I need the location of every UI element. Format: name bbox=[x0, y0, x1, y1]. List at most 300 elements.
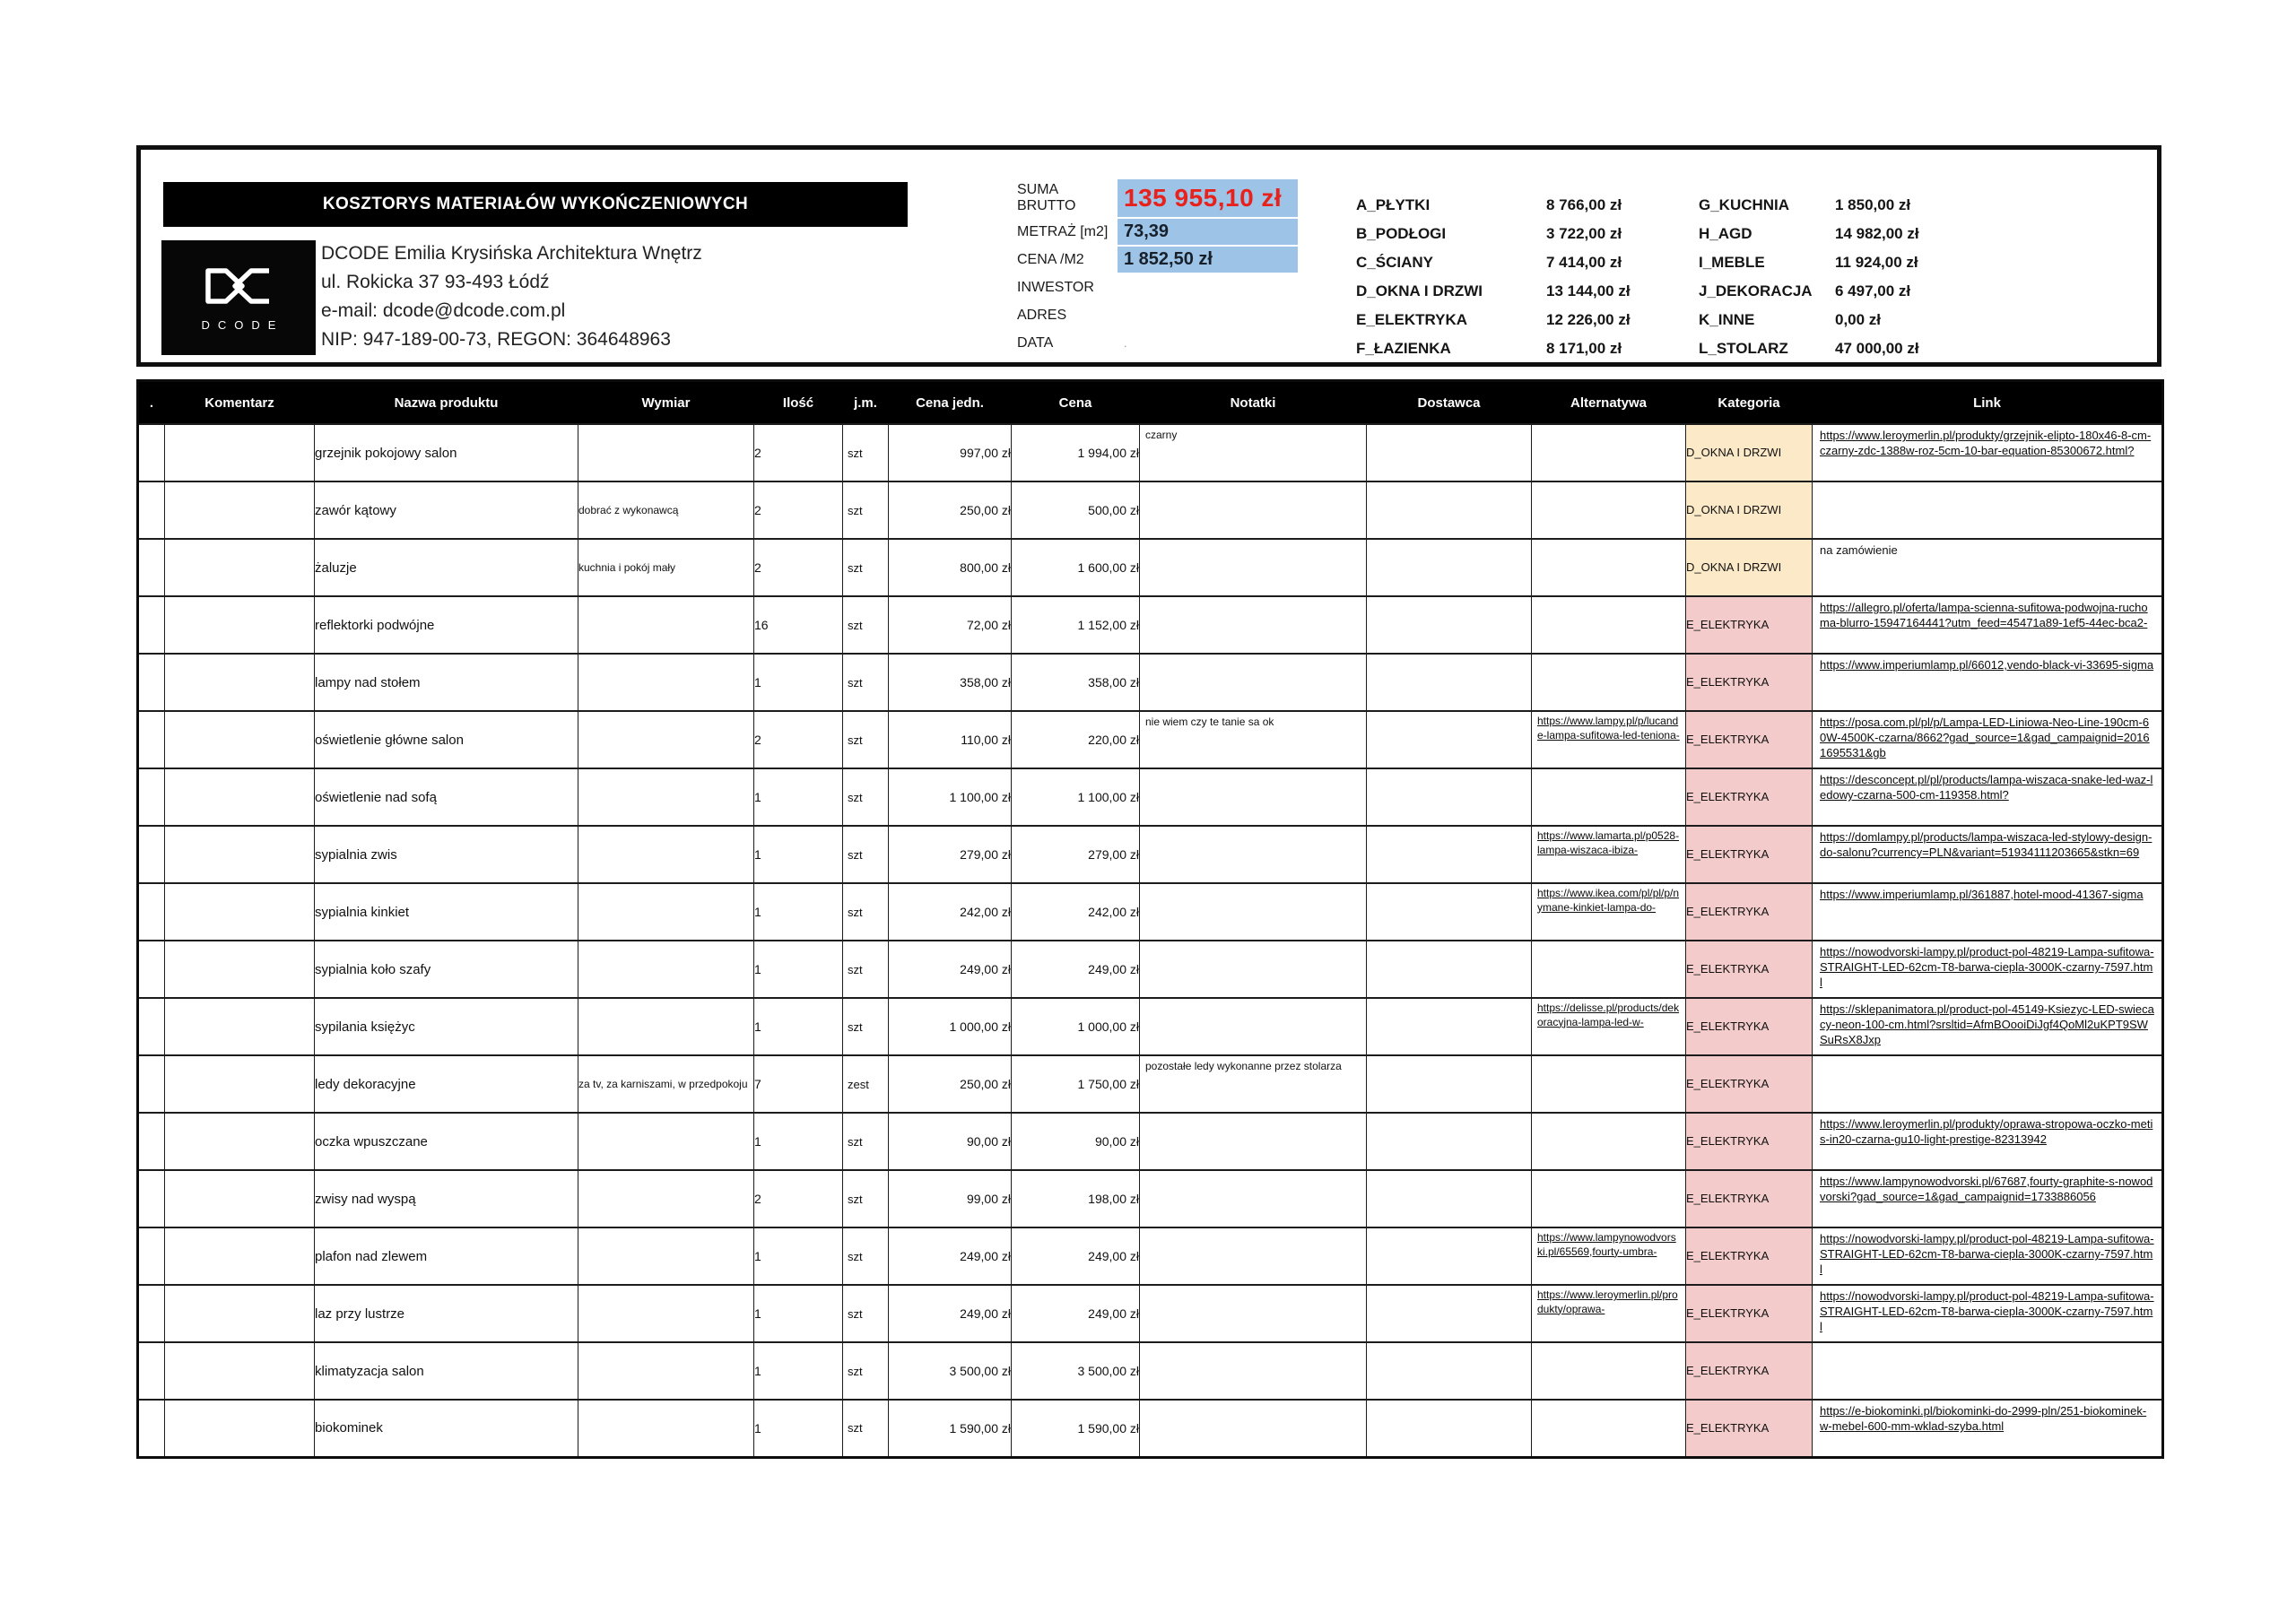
product-link[interactable]: https://nowodvorski-lampy.pl/product-pol-48219-Lampa-sufitowa-STRAIGHT-LED-62cm-T8-barwa-ciepla-3000K-czarny-7597.html bbox=[1820, 1289, 2154, 1334]
product-link[interactable]: https://sklepanimatora.pl/product-pol-45149-Ksiezyc-LED-swiecacy-neon-100-cm.html?srsltid=AfmBOooiDiJgf4QoMl2uKPT9SWSuRsX8Jxp bbox=[1820, 1002, 2154, 1047]
alternatywa-link[interactable]: https://www.leroymerlin.pl/produkty/oprawa- bbox=[1537, 1288, 1678, 1315]
cell-index bbox=[138, 941, 165, 998]
table-row bbox=[138, 424, 2163, 481]
cell-jm: szt bbox=[843, 941, 889, 998]
cell-cena: 279,00 zł bbox=[1012, 826, 1140, 883]
cell-wymiar bbox=[578, 1285, 754, 1342]
cell-komentarz bbox=[165, 1227, 315, 1285]
cell-cena-jedn: 249,00 zł bbox=[889, 1285, 1012, 1342]
cell-kategoria: E_ELEKTRYKA bbox=[1686, 654, 1813, 711]
cell-jm: szt bbox=[843, 596, 889, 654]
cell-komentarz bbox=[165, 1055, 315, 1113]
table-header-row bbox=[138, 381, 2163, 425]
cell-alternatywa bbox=[1532, 941, 1686, 998]
cell-ilosc: 2 bbox=[754, 424, 843, 481]
cell-jm: szt bbox=[843, 539, 889, 596]
category-value: 0,00 zł bbox=[1835, 311, 1882, 328]
column-header: Kategoria bbox=[1686, 381, 1813, 425]
summary-value: . bbox=[1124, 336, 1127, 350]
cell-cena-jedn: 110,00 zł bbox=[889, 711, 1012, 768]
column-header: Cena jedn. bbox=[889, 381, 1012, 425]
cell-cena: 1 590,00 zł bbox=[1012, 1400, 1140, 1457]
category-value: 6 497,00 zł bbox=[1835, 282, 1911, 299]
cell-komentarz bbox=[165, 424, 315, 481]
summary-label: SUMA BRUTTO bbox=[1017, 182, 1076, 213]
cell-index bbox=[138, 883, 165, 941]
cell-nazwa-produktu: oświetlenie nad sofą bbox=[315, 768, 578, 826]
cell-nazwa-produktu: oświetlenie główne salon bbox=[315, 711, 578, 768]
cell-nazwa-produktu: sypilania księżyc bbox=[315, 998, 578, 1055]
cell-jm: szt bbox=[843, 424, 889, 481]
cell-kategoria: E_ELEKTRYKA bbox=[1686, 1342, 1813, 1400]
cell-cena-jedn: 72,00 zł bbox=[889, 596, 1012, 654]
cell-nazwa-produktu: laz przy lustrze bbox=[315, 1285, 578, 1342]
product-link[interactable]: https://www.leroymerlin.pl/produkty/oprawa-stropowa-oczko-metis-in20-czarna-gu10-light-prestige-82313942 bbox=[1820, 1117, 2153, 1147]
category-label: F_ŁAZIENKA bbox=[1356, 340, 1451, 357]
cell-wymiar bbox=[578, 1342, 754, 1400]
cell-cena: 358,00 zł bbox=[1012, 654, 1140, 711]
cell-wymiar bbox=[578, 424, 754, 481]
cell-cena: 1 994,00 zł bbox=[1012, 424, 1140, 481]
cell-cena: 249,00 zł bbox=[1012, 1227, 1140, 1285]
cell-jm: szt bbox=[843, 826, 889, 883]
cell-cena-jedn: 242,00 zł bbox=[889, 883, 1012, 941]
cell-cena: 249,00 zł bbox=[1012, 941, 1140, 998]
cell-kategoria: D_OKNA I DRZWI bbox=[1686, 424, 1813, 481]
cell-komentarz bbox=[165, 826, 315, 883]
cell-notatki bbox=[1140, 1342, 1367, 1400]
column-header: Wymiar bbox=[578, 381, 754, 425]
cell-komentarz bbox=[165, 998, 315, 1055]
cell-kategoria: E_ELEKTRYKA bbox=[1686, 596, 1813, 654]
product-link[interactable]: https://e-biokominki.pl/biokominki-do-2999-pln/251-biokominek-w-mebel-600-mm-wklad-szyba.html bbox=[1820, 1404, 2147, 1434]
table-row bbox=[138, 1113, 2163, 1170]
cell-jm: szt bbox=[843, 1227, 889, 1285]
cell-ilosc: 1 bbox=[754, 1113, 843, 1170]
cell-index bbox=[138, 711, 165, 768]
cell-index bbox=[138, 1227, 165, 1285]
cell-ilosc: 1 bbox=[754, 1285, 843, 1342]
cell-ilosc: 1 bbox=[754, 826, 843, 883]
cell-link bbox=[1813, 1113, 2163, 1170]
alternatywa-link[interactable]: https://www.lampy.pl/p/lucande-lampa-sufitowa-led-teniona- bbox=[1537, 715, 1680, 742]
product-link[interactable]: https://nowodvorski-lampy.pl/product-pol-48219-Lampa-sufitowa-STRAIGHT-LED-62cm-T8-barwa-ciepla-3000K-czarny-7597.html bbox=[1820, 1232, 2154, 1277]
summary-value: 1 852,50 zł bbox=[1118, 247, 1298, 273]
cell-cena-jedn: 1 000,00 zł bbox=[889, 998, 1012, 1055]
category-totals bbox=[1356, 191, 1998, 363]
category-label: G_KUCHNIA bbox=[1699, 196, 1790, 213]
cell-ilosc: 1 bbox=[754, 941, 843, 998]
cell-kategoria: E_ELEKTRYKA bbox=[1686, 998, 1813, 1055]
cell-cena: 242,00 zł bbox=[1012, 883, 1140, 941]
cell-jm: szt bbox=[843, 654, 889, 711]
cell-link bbox=[1813, 539, 2163, 596]
cell-notatki bbox=[1140, 596, 1367, 654]
category-value: 3 722,00 zł bbox=[1546, 225, 1622, 242]
cell-jm: szt bbox=[843, 1285, 889, 1342]
cell-cena: 1 100,00 zł bbox=[1012, 768, 1140, 826]
cell-alternatywa bbox=[1532, 1113, 1686, 1170]
cell-alternatywa bbox=[1532, 481, 1686, 539]
cell-nazwa-produktu: plafon nad zlewem bbox=[315, 1227, 578, 1285]
cell-index bbox=[138, 424, 165, 481]
column-header: Cena bbox=[1012, 381, 1140, 425]
alternatywa-link[interactable]: https://delisse.pl/products/dekoracyjna-lampa-led-w- bbox=[1537, 1002, 1680, 1028]
cell-dostawca bbox=[1367, 711, 1532, 768]
cell-wymiar bbox=[578, 1400, 754, 1457]
cell-kategoria: E_ELEKTRYKA bbox=[1686, 1285, 1813, 1342]
cell-ilosc: 1 bbox=[754, 883, 843, 941]
cell-kategoria: E_ELEKTRYKA bbox=[1686, 941, 1813, 998]
cell-jm: szt bbox=[843, 998, 889, 1055]
cell-alternatywa bbox=[1532, 596, 1686, 654]
cell-kategoria: E_ELEKTRYKA bbox=[1686, 883, 1813, 941]
cell-nazwa-produktu: grzejnik pokojowy salon bbox=[315, 424, 578, 481]
cell-notatki bbox=[1140, 941, 1367, 998]
product-link[interactable]: https://www.imperiumlamp.pl/361887,hotel-mood-41367-sigma bbox=[1820, 888, 2144, 901]
cell-notatki bbox=[1140, 826, 1367, 883]
alternatywa-link[interactable]: https://www.lamarta.pl/p0528-lampa-wiszaca-ibiza- bbox=[1537, 829, 1680, 856]
cell-nazwa-produktu: sypialnia koło szafy bbox=[315, 941, 578, 998]
cell-dostawca bbox=[1367, 481, 1532, 539]
category-label: L_STOLARZ bbox=[1699, 340, 1788, 357]
cell-cena: 220,00 zł bbox=[1012, 711, 1140, 768]
cell-notatki bbox=[1140, 1400, 1367, 1457]
cell-dostawca bbox=[1367, 1113, 1532, 1170]
cell-index bbox=[138, 1342, 165, 1400]
cell-index bbox=[138, 1170, 165, 1227]
cell-link bbox=[1813, 1227, 2163, 1285]
cell-wymiar bbox=[578, 883, 754, 941]
cell-cena: 1 000,00 zł bbox=[1012, 998, 1140, 1055]
cell-alternatywa bbox=[1532, 539, 1686, 596]
category-value: 8 171,00 zł bbox=[1546, 340, 1622, 357]
cell-cena-jedn: 279,00 zł bbox=[889, 826, 1012, 883]
cell-cena-jedn: 99,00 zł bbox=[889, 1170, 1012, 1227]
cell-alternatywa bbox=[1532, 1227, 1686, 1285]
cell-notatki bbox=[1140, 1113, 1367, 1170]
cell-dostawca bbox=[1367, 998, 1532, 1055]
product-link[interactable]: https://www.lampynowodvorski.pl/67687,fourty-graphite-s-nowodvorski?gad_source=1&gad_campaignid=1733886056 bbox=[1820, 1175, 2153, 1204]
category-value: 13 144,00 zł bbox=[1546, 282, 1631, 299]
column-header: Komentarz bbox=[165, 381, 315, 425]
cell-nazwa-produktu: zawór kątowy bbox=[315, 481, 578, 539]
cell-jm: szt bbox=[843, 883, 889, 941]
cell-nazwa-produktu: sypialnia zwis bbox=[315, 826, 578, 883]
cell-komentarz bbox=[165, 481, 315, 539]
category-value: 14 982,00 zł bbox=[1835, 225, 1919, 242]
cell-komentarz bbox=[165, 883, 315, 941]
cell-ilosc: 2 bbox=[754, 1170, 843, 1227]
category-value: 12 226,00 zł bbox=[1546, 311, 1631, 328]
cell-nazwa-produktu: żaluzje bbox=[315, 539, 578, 596]
column-header: . bbox=[138, 381, 165, 425]
cell-dostawca bbox=[1367, 1170, 1532, 1227]
cell-link bbox=[1813, 654, 2163, 711]
cell-index bbox=[138, 768, 165, 826]
cell-notatki bbox=[1140, 481, 1367, 539]
cell-notatki: nie wiem czy te tanie sa ok bbox=[1140, 711, 1367, 768]
cell-alternatywa bbox=[1532, 1342, 1686, 1400]
cell-cena-jedn: 3 500,00 zł bbox=[889, 1342, 1012, 1400]
cell-cena: 1 750,00 zł bbox=[1012, 1055, 1140, 1113]
cell-ilosc: 7 bbox=[754, 1055, 843, 1113]
column-header: Notatki bbox=[1140, 381, 1367, 425]
cell-notatki bbox=[1140, 1170, 1367, 1227]
category-label: B_PODŁOGI bbox=[1356, 225, 1447, 242]
summary-block bbox=[1017, 179, 1298, 356]
summary-label: DATA bbox=[1017, 334, 1054, 351]
table-row bbox=[138, 1170, 2163, 1227]
cell-nazwa-produktu: reflektorki podwójne bbox=[315, 596, 578, 654]
cell-wymiar bbox=[578, 941, 754, 998]
cell-dostawca bbox=[1367, 941, 1532, 998]
cell-kategoria: E_ELEKTRYKA bbox=[1686, 826, 1813, 883]
cell-link bbox=[1813, 826, 2163, 883]
table-row bbox=[138, 768, 2163, 826]
cell-index bbox=[138, 481, 165, 539]
cell-dostawca bbox=[1367, 654, 1532, 711]
dcode-logo bbox=[161, 240, 316, 355]
product-link[interactable]: https://nowodvorski-lampy.pl/product-pol-48219-Lampa-sufitowa-STRAIGHT-LED-62cm-T8-barwa-ciepla-3000K-czarny-7597.html bbox=[1820, 945, 2154, 990]
table-row bbox=[138, 998, 2163, 1055]
cell-cena-jedn: 1 100,00 zł bbox=[889, 768, 1012, 826]
cell-wymiar bbox=[578, 654, 754, 711]
cell-ilosc: 1 bbox=[754, 768, 843, 826]
table-row bbox=[138, 654, 2163, 711]
cell-nazwa-produktu: biokominek bbox=[315, 1400, 578, 1457]
cell-cena: 3 500,00 zł bbox=[1012, 1342, 1140, 1400]
cell-link bbox=[1813, 481, 2163, 539]
cell-index bbox=[138, 1055, 165, 1113]
table-row bbox=[138, 941, 2163, 998]
cell-dostawca bbox=[1367, 596, 1532, 654]
cell-link bbox=[1813, 1342, 2163, 1400]
cell-wymiar bbox=[578, 768, 754, 826]
cell-wymiar: za tv, za karniszami, w przedpokoju bbox=[578, 1055, 754, 1113]
cell-dostawca bbox=[1367, 768, 1532, 826]
cell-kategoria: D_OKNA I DRZWI bbox=[1686, 481, 1813, 539]
cell-wymiar: dobrać z wykonawcą bbox=[578, 481, 754, 539]
cell-link bbox=[1813, 596, 2163, 654]
cell-jm: szt bbox=[843, 1170, 889, 1227]
cell-komentarz bbox=[165, 1113, 315, 1170]
cell-ilosc: 1 bbox=[754, 1227, 843, 1285]
column-header: Link bbox=[1813, 381, 2163, 425]
cell-index bbox=[138, 539, 165, 596]
cell-wymiar bbox=[578, 998, 754, 1055]
cell-ilosc: 1 bbox=[754, 998, 843, 1055]
cell-index bbox=[138, 1285, 165, 1342]
cell-dostawca bbox=[1367, 539, 1532, 596]
cell-komentarz bbox=[165, 941, 315, 998]
table-row bbox=[138, 539, 2163, 596]
column-header: Alternatywa bbox=[1532, 381, 1686, 425]
category-label: J_DEKORACJA bbox=[1699, 282, 1813, 299]
table-row bbox=[138, 711, 2163, 768]
cell-link bbox=[1813, 424, 2163, 481]
alternatywa-link[interactable]: https://www.ikea.com/pl/pl/p/nymane-kinkiet-lampa-do- bbox=[1537, 887, 1680, 914]
summary-label: METRAŻ [m2] bbox=[1017, 223, 1109, 239]
summary-value: 73,39 bbox=[1118, 219, 1298, 245]
table-row bbox=[138, 1227, 2163, 1285]
company-address: ul. Rokicka 37 93-493 Łódź bbox=[321, 272, 550, 292]
cell-link bbox=[1813, 941, 2163, 998]
product-link[interactable]: https://domlampy.pl/products/lampa-wiszaca-led-stylowy-design-do-salonu?currency=PLN&variant=51934111203665&stkn=69 bbox=[1820, 830, 2152, 860]
cell-kategoria: D_OKNA I DRZWI bbox=[1686, 539, 1813, 596]
cell-link bbox=[1813, 768, 2163, 826]
category-label: I_MEBLE bbox=[1699, 254, 1765, 271]
cell-cena: 198,00 zł bbox=[1012, 1170, 1140, 1227]
table-row bbox=[138, 883, 2163, 941]
cell-cena-jedn: 997,00 zł bbox=[889, 424, 1012, 481]
column-header: Dostawca bbox=[1367, 381, 1532, 425]
cell-dostawca bbox=[1367, 1342, 1532, 1400]
cell-komentarz bbox=[165, 539, 315, 596]
cell-index bbox=[138, 826, 165, 883]
cell-nazwa-produktu: ledy dekoracyjne bbox=[315, 1055, 578, 1113]
cell-ilosc: 2 bbox=[754, 539, 843, 596]
category-value: 1 850,00 zł bbox=[1835, 196, 1911, 213]
cell-notatki bbox=[1140, 539, 1367, 596]
cell-index bbox=[138, 1113, 165, 1170]
table-row bbox=[138, 1285, 2163, 1342]
cell-link bbox=[1813, 711, 2163, 768]
cell-notatki bbox=[1140, 768, 1367, 826]
cell-kategoria: E_ELEKTRYKA bbox=[1686, 711, 1813, 768]
table-row bbox=[138, 481, 2163, 539]
cell-ilosc: 2 bbox=[754, 481, 843, 539]
cell-notatki bbox=[1140, 1227, 1367, 1285]
document-header-box bbox=[136, 145, 2161, 367]
cell-jm: szt bbox=[843, 1342, 889, 1400]
summary-label: INWESTOR bbox=[1017, 279, 1094, 295]
cell-nazwa-produktu: zwisy nad wyspą bbox=[315, 1170, 578, 1227]
summary-label: ADRES bbox=[1017, 307, 1067, 323]
cell-cena: 1 600,00 zł bbox=[1012, 539, 1140, 596]
category-label: K_INNE bbox=[1699, 311, 1755, 328]
product-link[interactable]: https://allegro.pl/oferta/lampa-scienna-sufitowa-podwojna-ruchoma-blurro-15947164441?utm_feed=45471a89-1ef5-44ec-bca2- bbox=[1820, 601, 2148, 630]
product-link[interactable]: https://posa.com.pl/pl/p/Lampa-LED-Liniowa-Neo-Line-190cm-60W-4500K-czarna/8662?gad_source=1&gad_campaignid=20161695531&gb bbox=[1820, 716, 2150, 760]
cell-notatki: czarny bbox=[1140, 424, 1367, 481]
cell-cena-jedn: 249,00 zł bbox=[889, 941, 1012, 998]
cell-kategoria: E_ELEKTRYKA bbox=[1686, 1055, 1813, 1113]
company-email: e-mail: dcode@dcode.com.pl bbox=[321, 300, 566, 321]
cell-link bbox=[1813, 1285, 2163, 1342]
cell-link bbox=[1813, 1170, 2163, 1227]
cell-jm: szt bbox=[843, 1113, 889, 1170]
cell-jm: szt bbox=[843, 711, 889, 768]
cell-kategoria: E_ELEKTRYKA bbox=[1686, 768, 1813, 826]
category-value: 8 766,00 zł bbox=[1546, 196, 1622, 213]
cell-ilosc: 16 bbox=[754, 596, 843, 654]
cell-dostawca bbox=[1367, 883, 1532, 941]
cell-dostawca bbox=[1367, 1055, 1532, 1113]
company-ids: NIP: 947-189-00-73, REGON: 364648963 bbox=[321, 329, 671, 350]
cell-index bbox=[138, 654, 165, 711]
cell-dostawca bbox=[1367, 1400, 1532, 1457]
cell-notatki: pozostałe ledy wykonanne przez stolarza bbox=[1140, 1055, 1367, 1113]
cell-notatki bbox=[1140, 998, 1367, 1055]
category-value: 7 414,00 zł bbox=[1546, 254, 1622, 271]
summary-label: CENA /M2 bbox=[1017, 251, 1084, 267]
product-link[interactable]: https://www.imperiumlamp.pl/66012,vendo-black-vi-33695-sigma bbox=[1820, 658, 2154, 672]
cell-cena: 500,00 zł bbox=[1012, 481, 1140, 539]
cell-index bbox=[138, 596, 165, 654]
cell-jm: szt bbox=[843, 1400, 889, 1457]
table-row bbox=[138, 596, 2163, 654]
table-row bbox=[138, 826, 2163, 883]
cell-komentarz bbox=[165, 1342, 315, 1400]
cell-link bbox=[1813, 883, 2163, 941]
product-link[interactable]: https://www.leroymerlin.pl/produkty/grzejnik-elipto-180x46-8-cm-czarny-zdc-1388w-roz-5cm-10-bar-equation-85300672.html? bbox=[1820, 429, 2152, 458]
cell-wymiar bbox=[578, 596, 754, 654]
column-header: Ilość bbox=[754, 381, 843, 425]
cell-komentarz bbox=[165, 1170, 315, 1227]
cell-alternatywa bbox=[1532, 883, 1686, 941]
dcode-monogram-icon bbox=[194, 265, 283, 312]
cell-wymiar bbox=[578, 1113, 754, 1170]
cell-link bbox=[1813, 1055, 2163, 1113]
cell-dostawca bbox=[1367, 826, 1532, 883]
cell-index bbox=[138, 998, 165, 1055]
cell-dostawca bbox=[1367, 1227, 1532, 1285]
cell-wymiar bbox=[578, 1227, 754, 1285]
cell-nazwa-produktu: sypialnia kinkiet bbox=[315, 883, 578, 941]
cell-jm: zest bbox=[843, 1055, 889, 1113]
logo-wordmark: DCODE bbox=[201, 317, 284, 332]
cell-cena: 1 152,00 zł bbox=[1012, 596, 1140, 654]
cell-nazwa-produktu: lampy nad stołem bbox=[315, 654, 578, 711]
cell-alternatywa bbox=[1532, 998, 1686, 1055]
category-label: D_OKNA I DRZWI bbox=[1356, 282, 1483, 299]
cell-komentarz bbox=[165, 768, 315, 826]
cell-komentarz bbox=[165, 1285, 315, 1342]
summary-value bbox=[1118, 274, 1298, 300]
category-label: A_PŁYTKI bbox=[1356, 196, 1431, 213]
cell-jm: szt bbox=[843, 768, 889, 826]
cell-alternatywa bbox=[1532, 1170, 1686, 1227]
cell-notatki bbox=[1140, 883, 1367, 941]
category-value: 47 000,00 zł bbox=[1835, 340, 1919, 357]
cell-alternatywa bbox=[1532, 1400, 1686, 1457]
table-row bbox=[138, 1055, 2163, 1113]
summary-value: 135 955,10 zł bbox=[1118, 179, 1298, 217]
table-row bbox=[138, 1342, 2163, 1400]
cell-cena-jedn: 249,00 zł bbox=[889, 1227, 1012, 1285]
cell-cena-jedn: 250,00 zł bbox=[889, 481, 1012, 539]
cell-alternatywa bbox=[1532, 711, 1686, 768]
cell-cena-jedn: 800,00 zł bbox=[889, 539, 1012, 596]
cell-dostawca bbox=[1367, 424, 1532, 481]
cell-cena-jedn: 250,00 zł bbox=[889, 1055, 1012, 1113]
cell-cena: 90,00 zł bbox=[1012, 1113, 1140, 1170]
product-link[interactable]: https://desconcept.pl/pl/products/lampa-wiszaca-snake-led-waz-ledowy-czarna-500-cm-119358.html? bbox=[1820, 773, 2153, 802]
cell-nazwa-produktu: oczka wpuszczane bbox=[315, 1113, 578, 1170]
company-name: DCODE Emilia Krysińska Architektura Wnętrz bbox=[321, 243, 702, 264]
category-label: E_ELEKTRYKA bbox=[1356, 311, 1468, 328]
cell-alternatywa bbox=[1532, 826, 1686, 883]
cell-index bbox=[138, 1400, 165, 1457]
alternatywa-link[interactable]: https://www.lampynowodvorski.pl/65569,fourty-umbra- bbox=[1537, 1231, 1676, 1258]
cell-alternatywa bbox=[1532, 1285, 1686, 1342]
cell-link bbox=[1813, 1400, 2163, 1457]
cell-wymiar bbox=[578, 826, 754, 883]
column-header: j.m. bbox=[843, 381, 889, 425]
summary-value bbox=[1118, 302, 1298, 328]
cell-kategoria: E_ELEKTRYKA bbox=[1686, 1170, 1813, 1227]
cell-ilosc: 2 bbox=[754, 711, 843, 768]
